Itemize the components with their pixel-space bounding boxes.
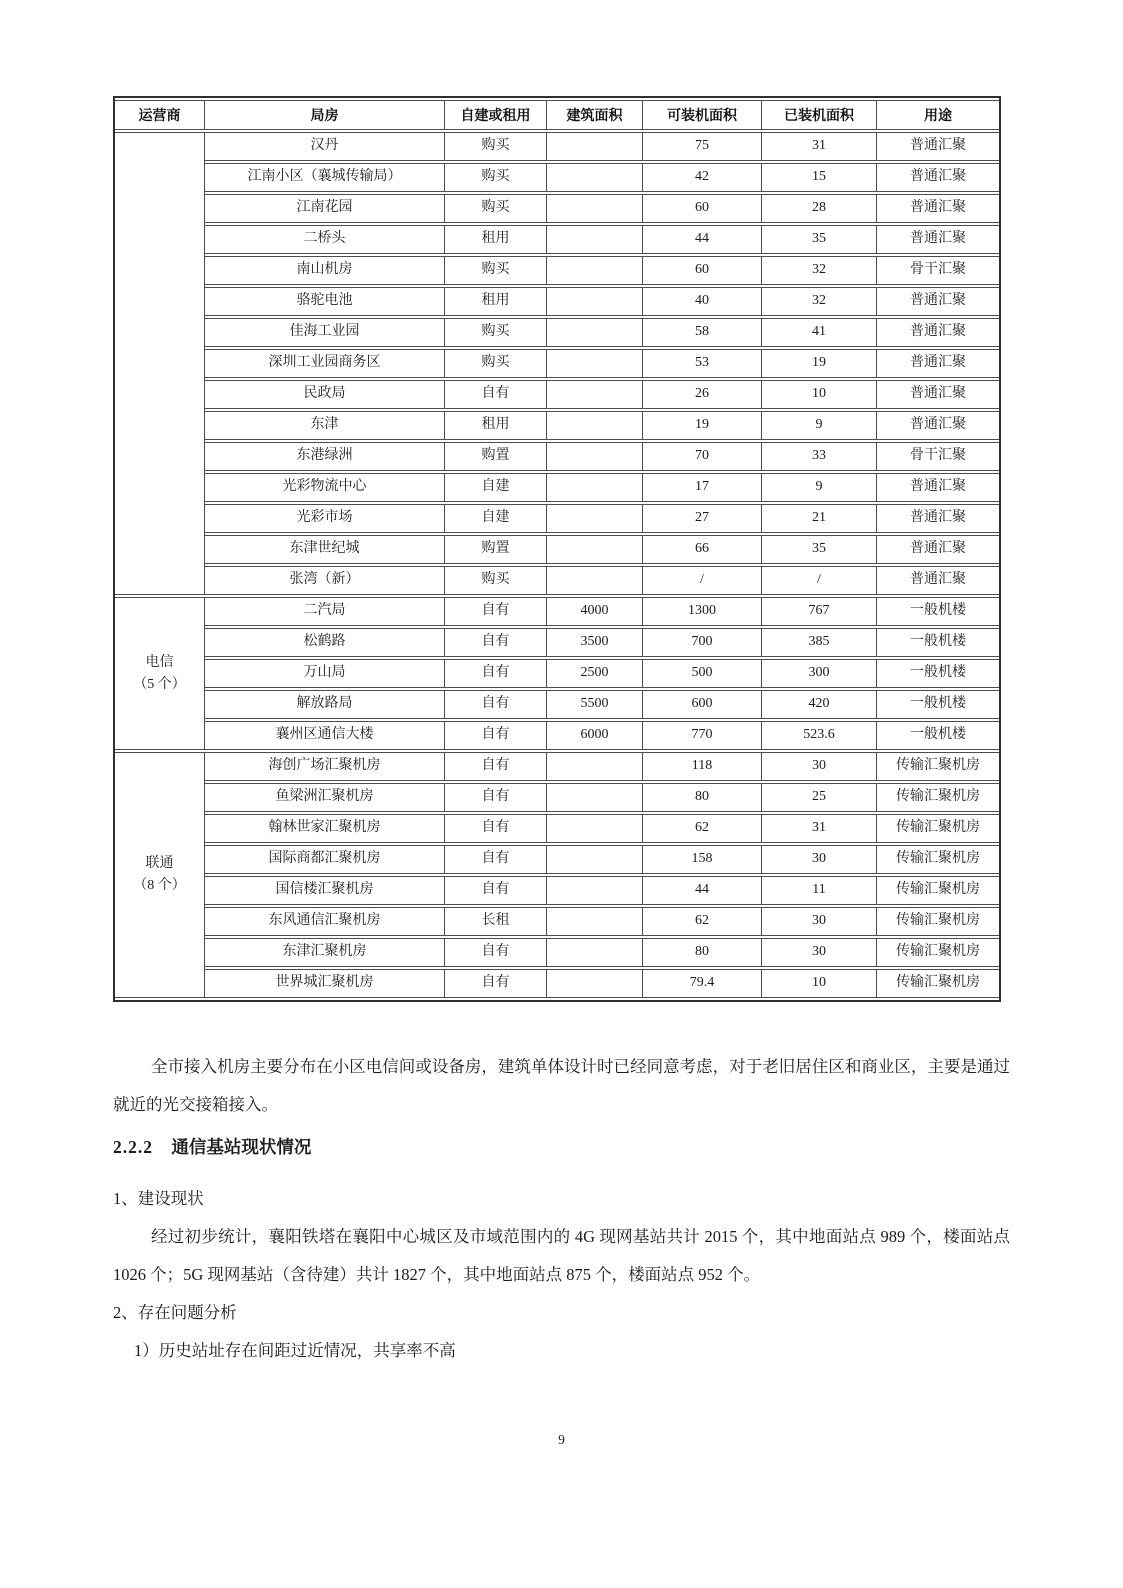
usage-cell: 一般机楼 bbox=[877, 690, 999, 719]
column-header: 自建或租用 bbox=[445, 100, 547, 130]
installed-area-cell: 31 bbox=[762, 132, 877, 161]
table-row bbox=[115, 659, 999, 688]
building-area-cell bbox=[547, 194, 643, 223]
usage-cell: 一般机楼 bbox=[877, 659, 999, 688]
room-name-cell: 汉丹 bbox=[205, 132, 445, 161]
installable-area-cell: 19 bbox=[643, 411, 762, 440]
table-row bbox=[115, 814, 999, 843]
table-row bbox=[115, 721, 999, 750]
operator-line: 联通 bbox=[145, 856, 174, 871]
building-area-cell bbox=[547, 814, 643, 843]
tenure-cell: 购置 bbox=[445, 535, 547, 564]
installable-area-cell: 80 bbox=[643, 938, 762, 967]
tenure-cell: 自有 bbox=[445, 938, 547, 967]
building-area-cell bbox=[547, 876, 643, 905]
table-row bbox=[115, 907, 999, 936]
building-area-cell: 3500 bbox=[547, 628, 643, 657]
usage-cell: 普通汇聚 bbox=[877, 349, 999, 378]
installable-area-cell: 600 bbox=[643, 690, 762, 719]
tenure-cell: 自有 bbox=[445, 380, 547, 409]
installable-area-cell: 42 bbox=[643, 163, 762, 192]
table-row bbox=[115, 225, 999, 254]
table-row bbox=[115, 535, 999, 564]
operator-cell bbox=[115, 132, 205, 595]
installed-area-cell: 300 bbox=[762, 659, 877, 688]
tenure-cell: 自有 bbox=[445, 969, 547, 998]
installable-area-cell: 53 bbox=[643, 349, 762, 378]
paragraph-statistics: 经过初步统计，襄阳铁塔在襄阳中心城区及市域范围内的 4G 现网基站共计 2015 个，其中地面站点 989 个，楼面站点 1026 个；5G 现网基站（含待建）共计 1827 个，其中地面站点 875 个，楼面站点 952 个。 bbox=[113, 1227, 1010, 1284]
installed-area-cell: 21 bbox=[762, 504, 877, 533]
installed-area-cell: 28 bbox=[762, 194, 877, 223]
installable-area-cell: 60 bbox=[643, 194, 762, 223]
building-area-cell bbox=[547, 783, 643, 812]
table-row bbox=[115, 845, 999, 874]
header-row bbox=[115, 100, 999, 130]
operator-line: 电信 bbox=[145, 654, 174, 670]
installable-area-cell: 66 bbox=[643, 535, 762, 564]
usage-cell: 普通汇聚 bbox=[877, 132, 999, 161]
building-area-cell bbox=[547, 535, 643, 564]
installable-area-cell: 62 bbox=[643, 907, 762, 936]
installable-area-cell: 60 bbox=[643, 256, 762, 285]
room-name-cell: 二汽局 bbox=[205, 597, 445, 626]
installable-area-cell: 27 bbox=[643, 504, 762, 533]
usage-cell: 传输汇聚机房 bbox=[877, 752, 999, 781]
building-area-cell bbox=[547, 473, 643, 502]
usage-cell: 普通汇聚 bbox=[877, 163, 999, 192]
installable-area-cell: 700 bbox=[643, 628, 762, 657]
installable-area-cell: 80 bbox=[643, 783, 762, 812]
tenure-cell: 租用 bbox=[445, 287, 547, 316]
building-area-cell bbox=[547, 752, 643, 781]
tenure-cell: 购买 bbox=[445, 349, 547, 378]
usage-cell: 一般机楼 bbox=[877, 597, 999, 626]
building-area-cell bbox=[547, 318, 643, 347]
operator-line: （8 个） bbox=[133, 878, 186, 893]
usage-cell: 传输汇聚机房 bbox=[877, 907, 999, 936]
installed-area-cell: 30 bbox=[762, 845, 877, 874]
tenure-cell: 购买 bbox=[445, 163, 547, 192]
building-area-cell bbox=[547, 504, 643, 533]
installable-area-cell: 26 bbox=[643, 380, 762, 409]
facility-table bbox=[113, 96, 1001, 1002]
operator-line: （5 个） bbox=[133, 676, 186, 692]
column-header: 已装机面积 bbox=[762, 100, 877, 130]
sub-item-site-spacing: 1）历史站址存在间距过近情况，共享率不高 bbox=[134, 1341, 456, 1360]
column-header: 运营商 bbox=[115, 100, 205, 130]
table-row bbox=[115, 349, 999, 378]
usage-cell: 一般机楼 bbox=[877, 721, 999, 750]
operator-cell bbox=[115, 597, 205, 750]
usage-cell: 普通汇聚 bbox=[877, 535, 999, 564]
usage-cell: 普通汇聚 bbox=[877, 287, 999, 316]
building-area-cell bbox=[547, 442, 643, 471]
installable-area-cell: / bbox=[643, 566, 762, 595]
room-name-cell: 张湾（新） bbox=[205, 566, 445, 595]
table-row bbox=[115, 504, 999, 533]
usage-cell: 普通汇聚 bbox=[877, 504, 999, 533]
installed-area-cell: 32 bbox=[762, 256, 877, 285]
room-name-cell: 东津汇聚机房 bbox=[205, 938, 445, 967]
room-name-cell: 民政局 bbox=[205, 380, 445, 409]
usage-cell: 传输汇聚机房 bbox=[877, 814, 999, 843]
usage-cell: 普通汇聚 bbox=[877, 318, 999, 347]
usage-cell: 普通汇聚 bbox=[877, 411, 999, 440]
installed-area-cell: 523.6 bbox=[762, 721, 877, 750]
room-name-cell: 松鹤路 bbox=[205, 628, 445, 657]
installed-area-cell: 35 bbox=[762, 225, 877, 254]
installed-area-cell: 385 bbox=[762, 628, 877, 657]
tenure-cell: 自有 bbox=[445, 690, 547, 719]
table-row bbox=[115, 752, 999, 781]
building-area-cell: 4000 bbox=[547, 597, 643, 626]
installable-area-cell: 158 bbox=[643, 845, 762, 874]
usage-cell: 传输汇聚机房 bbox=[877, 783, 999, 812]
building-area-cell bbox=[547, 907, 643, 936]
installed-area-cell: 767 bbox=[762, 597, 877, 626]
installable-area-cell: 770 bbox=[643, 721, 762, 750]
building-area-cell: 6000 bbox=[547, 721, 643, 750]
installable-area-cell: 58 bbox=[643, 318, 762, 347]
usage-cell: 传输汇聚机房 bbox=[877, 969, 999, 998]
installed-area-cell: 9 bbox=[762, 473, 877, 502]
room-name-cell: 东港绿洲 bbox=[205, 442, 445, 471]
column-header: 用途 bbox=[877, 100, 999, 130]
usage-cell: 传输汇聚机房 bbox=[877, 938, 999, 967]
usage-cell: 传输汇聚机房 bbox=[877, 876, 999, 905]
room-name-cell: 东风通信汇聚机房 bbox=[205, 907, 445, 936]
building-area-cell bbox=[547, 132, 643, 161]
tenure-cell: 自有 bbox=[445, 845, 547, 874]
section-title: 通信基站现状情况 bbox=[171, 1137, 312, 1157]
section-number: 2.2.2 bbox=[113, 1137, 153, 1157]
installable-area-cell: 500 bbox=[643, 659, 762, 688]
tenure-cell: 购买 bbox=[445, 194, 547, 223]
tenure-cell: 购买 bbox=[445, 256, 547, 285]
tenure-cell: 自有 bbox=[445, 783, 547, 812]
building-area-cell bbox=[547, 349, 643, 378]
room-name-cell: 国信楼汇聚机房 bbox=[205, 876, 445, 905]
table-body bbox=[115, 132, 999, 998]
tenure-cell: 长租 bbox=[445, 907, 547, 936]
tenure-cell: 自建 bbox=[445, 473, 547, 502]
building-area-cell: 5500 bbox=[547, 690, 643, 719]
section-heading bbox=[113, 1132, 1010, 1162]
table-row bbox=[115, 876, 999, 905]
table-row bbox=[115, 628, 999, 657]
installed-area-cell: 41 bbox=[762, 318, 877, 347]
usage-cell: 骨干汇聚 bbox=[877, 442, 999, 471]
room-name-cell: 国际商都汇聚机房 bbox=[205, 845, 445, 874]
building-area-cell bbox=[547, 938, 643, 967]
building-area-cell bbox=[547, 163, 643, 192]
installable-area-cell: 44 bbox=[643, 225, 762, 254]
operator-cell bbox=[115, 752, 205, 998]
tenure-cell: 自有 bbox=[445, 659, 547, 688]
installed-area-cell: 33 bbox=[762, 442, 877, 471]
table-row bbox=[115, 969, 999, 998]
tenure-cell: 购置 bbox=[445, 442, 547, 471]
tenure-cell: 自有 bbox=[445, 628, 547, 657]
room-name-cell: 骆驼电池 bbox=[205, 287, 445, 316]
installed-area-cell: 9 bbox=[762, 411, 877, 440]
installable-area-cell: 75 bbox=[643, 132, 762, 161]
building-area-cell bbox=[547, 225, 643, 254]
list-item-problem-analysis: 2、存在问题分析 bbox=[113, 1303, 237, 1322]
installed-area-cell: 25 bbox=[762, 783, 877, 812]
table-row bbox=[115, 163, 999, 192]
room-name-cell: 深圳工业园商务区 bbox=[205, 349, 445, 378]
table-row bbox=[115, 287, 999, 316]
installable-area-cell: 79.4 bbox=[643, 969, 762, 998]
room-name-cell: 海创广场汇聚机房 bbox=[205, 752, 445, 781]
room-name-cell: 世界城汇聚机房 bbox=[205, 969, 445, 998]
page-number: 9 bbox=[558, 1432, 565, 1447]
tenure-cell: 购买 bbox=[445, 318, 547, 347]
installable-area-cell: 40 bbox=[643, 287, 762, 316]
room-name-cell: 佳海工业园 bbox=[205, 318, 445, 347]
room-name-cell: 翰林世家汇聚机房 bbox=[205, 814, 445, 843]
tenure-cell: 自有 bbox=[445, 752, 547, 781]
tenure-cell: 自有 bbox=[445, 597, 547, 626]
tenure-cell: 租用 bbox=[445, 225, 547, 254]
installable-area-cell: 17 bbox=[643, 473, 762, 502]
installable-area-cell: 70 bbox=[643, 442, 762, 471]
usage-cell: 传输汇聚机房 bbox=[877, 845, 999, 874]
installable-area-cell: 1300 bbox=[643, 597, 762, 626]
table-row bbox=[115, 411, 999, 440]
room-name-cell: 江南花园 bbox=[205, 194, 445, 223]
column-header: 局房 bbox=[205, 100, 445, 130]
room-name-cell: 南山机房 bbox=[205, 256, 445, 285]
column-header: 可装机面积 bbox=[643, 100, 762, 130]
table-row bbox=[115, 597, 999, 626]
installed-area-cell: 11 bbox=[762, 876, 877, 905]
tenure-cell: 租用 bbox=[445, 411, 547, 440]
table-header bbox=[115, 100, 999, 130]
room-name-cell: 万山局 bbox=[205, 659, 445, 688]
paragraph-access-rooms: 全市接入机房主要分布在小区电信间或设备房，建筑单体设计时已经同意考虑，对于老旧居住区和商业区，主要是通过就近的光交接箱接入。 bbox=[113, 1057, 1010, 1114]
table-row bbox=[115, 132, 999, 161]
installed-area-cell: 30 bbox=[762, 907, 877, 936]
installed-area-cell: 31 bbox=[762, 814, 877, 843]
room-name-cell: 光彩物流中心 bbox=[205, 473, 445, 502]
room-name-cell: 光彩市场 bbox=[205, 504, 445, 533]
table-row bbox=[115, 194, 999, 223]
tenure-cell: 自有 bbox=[445, 721, 547, 750]
table-row bbox=[115, 473, 999, 502]
installable-area-cell: 118 bbox=[643, 752, 762, 781]
installed-area-cell: 32 bbox=[762, 287, 877, 316]
usage-cell: 普通汇聚 bbox=[877, 566, 999, 595]
usage-cell: 一般机楼 bbox=[877, 628, 999, 657]
room-name-cell: 襄州区通信大楼 bbox=[205, 721, 445, 750]
installed-area-cell: 10 bbox=[762, 969, 877, 998]
room-name-cell: 江南小区（襄城传输局） bbox=[205, 163, 445, 192]
table-row bbox=[115, 938, 999, 967]
building-area-cell bbox=[547, 566, 643, 595]
installed-area-cell: 30 bbox=[762, 938, 877, 967]
installed-area-cell: 15 bbox=[762, 163, 877, 192]
tenure-cell: 购买 bbox=[445, 566, 547, 595]
building-area-cell bbox=[547, 380, 643, 409]
tenure-cell: 自建 bbox=[445, 504, 547, 533]
room-name-cell: 解放路局 bbox=[205, 690, 445, 719]
usage-cell: 骨干汇聚 bbox=[877, 256, 999, 285]
building-area-cell bbox=[547, 969, 643, 998]
room-name-cell: 二桥头 bbox=[205, 225, 445, 254]
table-row bbox=[115, 690, 999, 719]
installed-area-cell: / bbox=[762, 566, 877, 595]
room-name-cell: 东津世纪城 bbox=[205, 535, 445, 564]
installable-area-cell: 62 bbox=[643, 814, 762, 843]
table-row bbox=[115, 256, 999, 285]
building-area-cell bbox=[547, 256, 643, 285]
usage-cell: 普通汇聚 bbox=[877, 380, 999, 409]
tenure-cell: 购买 bbox=[445, 132, 547, 161]
usage-cell: 普通汇聚 bbox=[877, 194, 999, 223]
document-page bbox=[113, 96, 1010, 1370]
table-row bbox=[115, 566, 999, 595]
installed-area-cell: 10 bbox=[762, 380, 877, 409]
building-area-cell bbox=[547, 845, 643, 874]
usage-cell: 普通汇聚 bbox=[877, 473, 999, 502]
room-name-cell: 鱼梁洲汇聚机房 bbox=[205, 783, 445, 812]
list-item-construction-status: 1、建设现状 bbox=[113, 1189, 204, 1208]
tenure-cell: 自有 bbox=[445, 876, 547, 905]
table-row bbox=[115, 380, 999, 409]
installed-area-cell: 35 bbox=[762, 535, 877, 564]
usage-cell: 普通汇聚 bbox=[877, 225, 999, 254]
installable-area-cell: 44 bbox=[643, 876, 762, 905]
installed-area-cell: 420 bbox=[762, 690, 877, 719]
table-row bbox=[115, 442, 999, 471]
table-row bbox=[115, 783, 999, 812]
installed-area-cell: 30 bbox=[762, 752, 877, 781]
column-header: 建筑面积 bbox=[547, 100, 643, 130]
tenure-cell: 自有 bbox=[445, 814, 547, 843]
room-name-cell: 东津 bbox=[205, 411, 445, 440]
installed-area-cell: 19 bbox=[762, 349, 877, 378]
building-area-cell bbox=[547, 287, 643, 316]
building-area-cell: 2500 bbox=[547, 659, 643, 688]
table-row bbox=[115, 318, 999, 347]
building-area-cell bbox=[547, 411, 643, 440]
